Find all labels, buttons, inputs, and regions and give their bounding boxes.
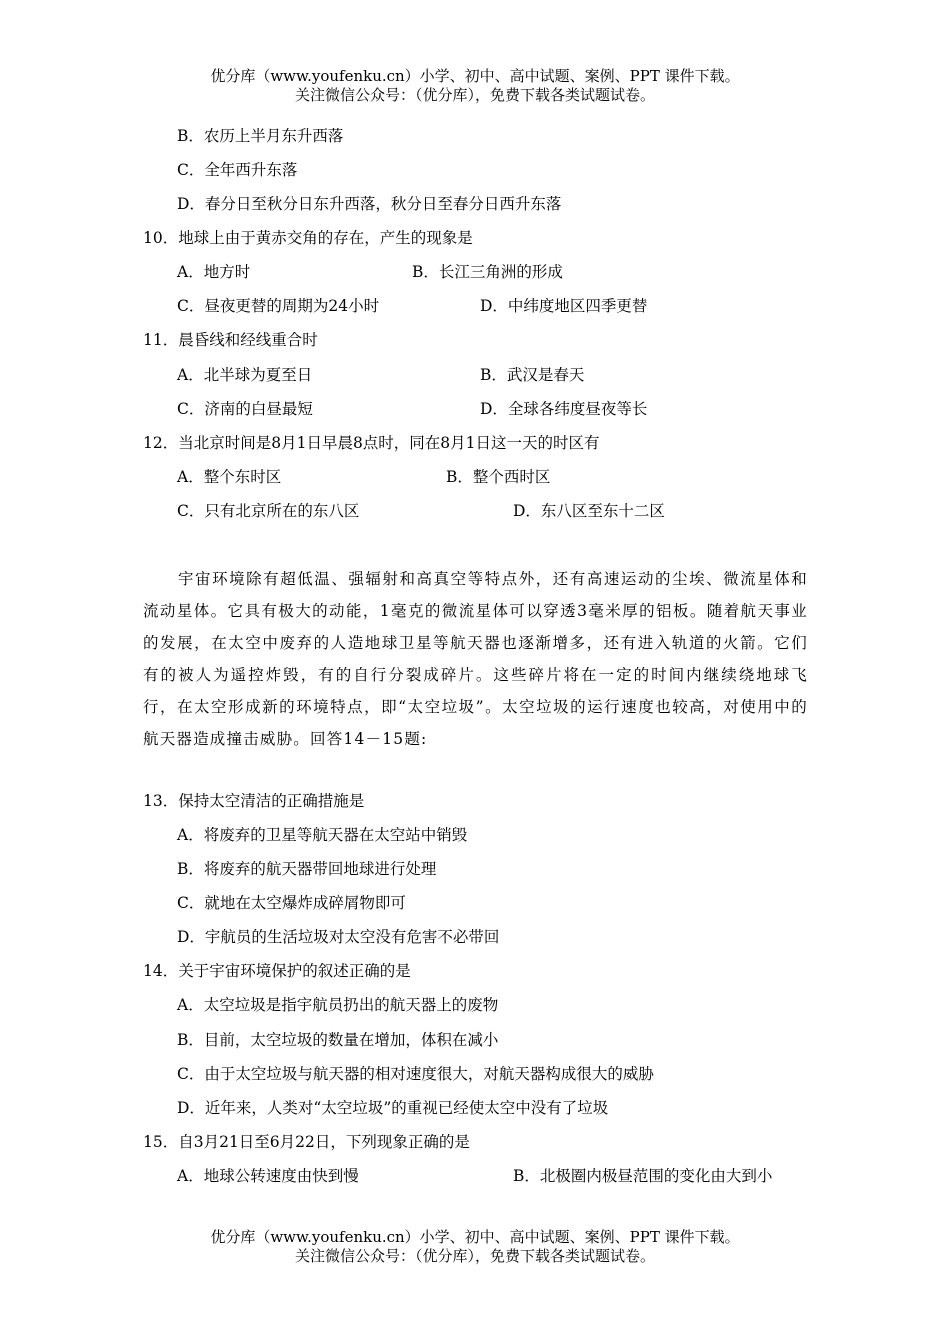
q11-option-a: A．北半球为夏至日 (177, 366, 313, 384)
q9-option-c: C．全年西升东落 (177, 161, 298, 179)
q14-option-a: A．太空垃圾是指宇航员扔出的航天器上的废物 (177, 996, 499, 1014)
q15-option-a: A．地球公转速度由快到慢 (177, 1167, 359, 1185)
q14-option-d: D．近年来，人类对“太空垃圾”的重视已经使太空中没有了垃圾 (177, 1099, 609, 1117)
q12-option-b: B．整个西时区 (446, 468, 551, 486)
q13-option-a: A．将废弃的卫星等航天器在太空站中销毁 (177, 826, 468, 844)
q9-option-b: B．农历上半月东升西落 (177, 127, 344, 145)
q12-option-d: D．东八区至东十二区 (513, 502, 665, 520)
reading-passage: 宇宙环境除有超低温、强辐射和高真空等特点外，还有高速运动的尘埃、微流星体和流动星体。它具有极大的动能，1毫克的微流星体可以穿透3毫米厚的铝板。随着航天事业的发展，在太空中废弃的人造地球卫星等航天器也逐渐增多，还有进入轨道的火箭。它们有的被人为遥控炸毁，有的自行分裂成碎片。这些碎片将在一定的时间内继续绕地球飞行，在太空形成新的环境特点，即“太空垃圾”。太空垃圾的运行速度也较高，对使用中的航天器造成撞击威胁。回答14－15题: (143, 570, 808, 748)
q11-stem: 11．晨昏线和经线重合时 (143, 331, 318, 349)
q10-option-b: B．长江三角洲的形成 (412, 263, 563, 281)
q10-option-a: A．地方时 (177, 263, 251, 281)
q14-option-b: B．目前，太空垃圾的数量在增加，体积在减小 (177, 1031, 499, 1049)
q14-stem: 14．关于宇宙环境保护的叙述正确的是 (143, 962, 411, 980)
q9-option-d: D．春分日至秋分日东升西落，秋分日至春分日西升东落 (177, 195, 562, 213)
q15-stem: 15．自3月21日至6月22日，下列现象正确的是 (143, 1133, 470, 1151)
q13-option-c: C．就地在太空爆炸成碎屑物即可 (177, 894, 406, 912)
q11-option-d: D．全球各纬度昼夜等长 (480, 400, 648, 418)
q10-option-c: C．昼夜更替的周期为24小时 (177, 297, 380, 315)
q15-option-b: B．北极圈内极昼范围的变化由大到小 (513, 1167, 773, 1185)
footer-line-1: 优分库（www.youfenku.cn）小学、初中、高中试题、案例、PPT 课件下载。 (210, 1228, 740, 1246)
header-line-1: 优分库（www.youfenku.cn）小学、初中、高中试题、案例、PPT 课件下载。 (210, 67, 740, 85)
q13-option-d: D．宇航员的生活垃圾对太空没有危害不必带回 (177, 928, 500, 946)
header-line-2: 关注微信公众号：（优分库），免费下载各类试题试卷。 (294, 86, 655, 104)
q13-stem: 13．保持太空清洁的正确措施是 (143, 792, 365, 810)
q11-option-b: B．武汉是春天 (480, 366, 585, 384)
q10-option-d: D．中纬度地区四季更替 (480, 297, 648, 315)
q14-option-c: C．由于太空垃圾与航天器的相对速度很大，对航天器构成很大的威胁 (177, 1065, 654, 1083)
q12-option-a: A．整个东时区 (177, 468, 282, 486)
q12-stem: 12．当北京时间是8月1日早晨8点时，同在8月1日这一天的时区有 (143, 434, 600, 452)
q11-option-c: C．济南的白昼最短 (177, 400, 313, 418)
q10-stem: 10．地球上由于黄赤交角的存在，产生的现象是 (143, 229, 473, 247)
footer-line-2: 关注微信公众号：（优分库），免费下载各类试题试卷。 (294, 1247, 655, 1265)
q12-option-c: C．只有北京所在的东八区 (177, 502, 360, 520)
q13-option-b: B．将废弃的航天器带回地球进行处理 (177, 860, 437, 878)
